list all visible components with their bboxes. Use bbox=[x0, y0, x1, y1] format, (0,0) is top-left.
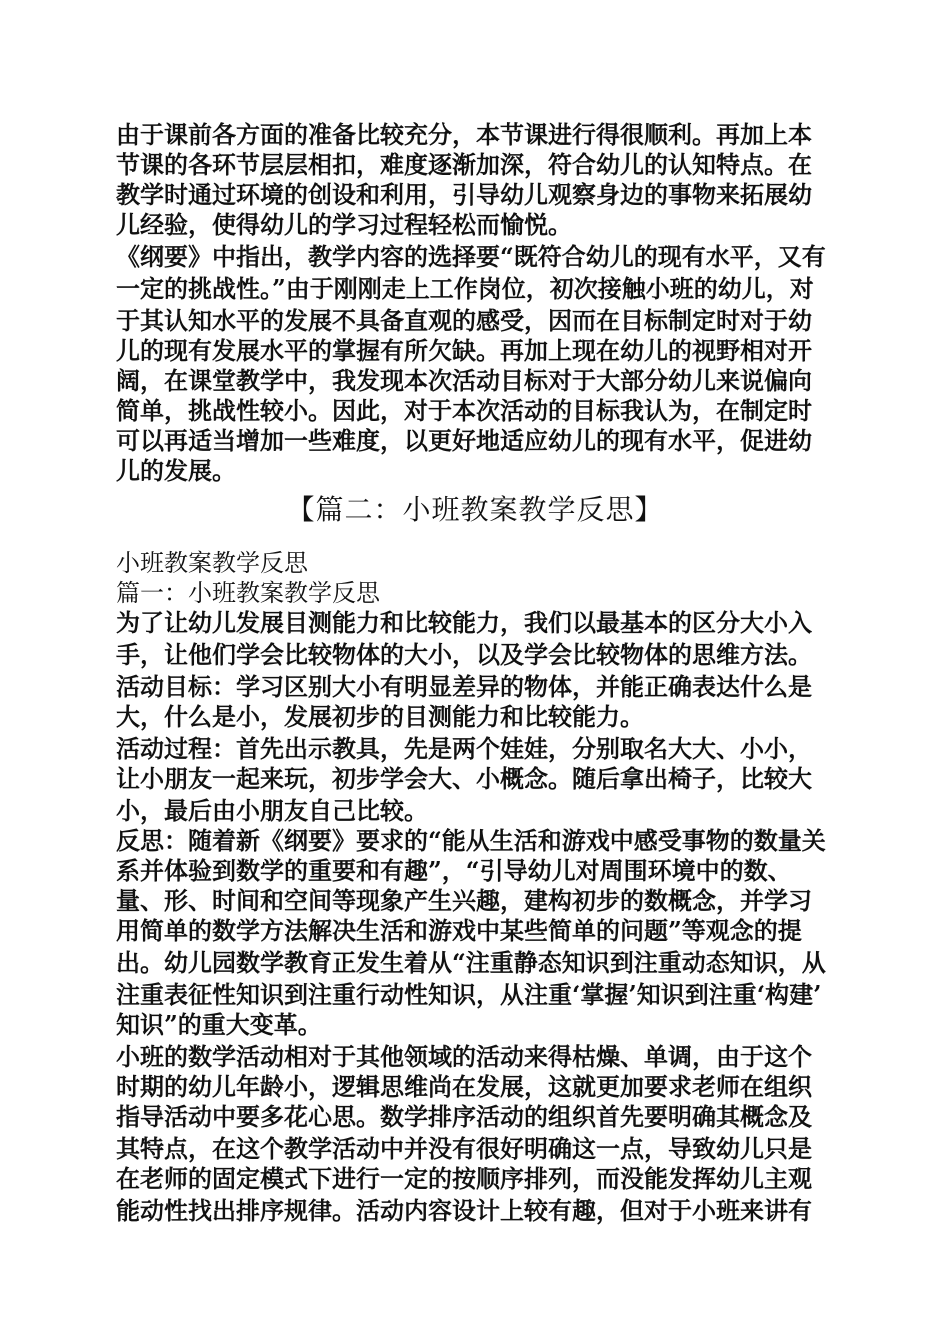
paragraph-line: 用简单的数学方法解决生活和游戏中某些简单的问题”等观念的提 bbox=[116, 916, 802, 945]
paragraph-line: 为了让幼儿发展目测能力和比较能力，我们以最基本的区分大小入 bbox=[116, 608, 812, 637]
paragraph-line: 活动过程：首先出示教具，先是两个娃娃，分别取名大大、小小， bbox=[116, 734, 812, 763]
paragraph-line: 由于课前各方面的准备比较充分，本节课进行得很顺利。再加上本 bbox=[116, 120, 812, 149]
paragraph-line: 小班的数学活动相对于其他领域的活动来得枯燥、单调，由于这个 bbox=[116, 1042, 812, 1071]
paragraph-line: 注重表征性知识到注重行动性知识，从注重‘掌握’知识到注重‘构建’ bbox=[116, 980, 822, 1009]
paragraph-line: 系并体验到数学的重要和有趣”，“引导幼儿对周围环境中的数、 bbox=[116, 856, 792, 885]
paragraph-line: 阔，在课堂教学中，我发现本次活动目标对于大部分幼儿来说偏向 bbox=[116, 366, 812, 395]
paragraph-line: 能动性找出排序规律。活动内容设计上较有趣，但对于小班来讲有 bbox=[116, 1196, 812, 1225]
paragraph-line: 其特点，在这个教学活动中并没有很好明确这一点，导致幼儿只是 bbox=[116, 1134, 812, 1163]
paragraph-line: 儿经验，使得幼儿的学习过程轻松而愉悦。 bbox=[116, 210, 572, 239]
paragraph-line: 在老师的固定模式下进行一定的按顺序排列，而没能发挥幼儿主观 bbox=[116, 1164, 812, 1193]
paragraph-line: 教学时通过环境的创设和利用，引导幼儿观察身边的事物来拓展幼 bbox=[116, 180, 812, 209]
paragraph-line: 活动目标：学习区别大小有明显差异的物体，并能正确表达什么是 bbox=[116, 672, 812, 701]
paragraph-line: 儿的现有发展水平的掌握有所欠缺。再加上现在幼儿的视野相对开 bbox=[116, 336, 812, 365]
paragraph-line: 小，最后由小朋友自己比较。 bbox=[116, 796, 428, 825]
paragraph-line: 节课的各环节层层相扣，难度逐渐加深，符合幼儿的认知特点。在 bbox=[116, 150, 812, 179]
paragraph-line: 手，让他们学会比较物体的大小，以及学会比较物体的思维方法。 bbox=[116, 640, 812, 669]
subtitle: 小班教案教学反思 bbox=[116, 549, 308, 577]
paragraph-line: 可以再适当增加一些难度，以更好地适应幼儿的现有水平，促进幼 bbox=[116, 426, 812, 455]
paragraph-line: 指导活动中要多花心思。数学排序活动的组织首先要明确其概念及 bbox=[116, 1102, 812, 1131]
paragraph-line: 简单，挑战性较小。因此，对于本次活动的目标我认为，在制定时 bbox=[116, 396, 812, 425]
paragraph-line: 大，什么是小，发展初步的目测能力和比较能力。 bbox=[116, 702, 644, 731]
paragraph-line: 让小朋友一起来玩，初步学会大、小概念。随后拿出椅子，比较大 bbox=[116, 764, 812, 793]
paragraph-line: 一定的挑战性。”由于刚刚走上工作岗位，初次接触小班的幼儿，对 bbox=[116, 274, 814, 303]
paragraph-line: 出。幼儿园数学教育正发生着从“注重静态知识到注重动态知识，从 bbox=[116, 948, 826, 977]
paragraph-line: 《纲要》中指出，教学内容的选择要“既符合幼儿的现有水平，又有 bbox=[116, 242, 826, 271]
paragraph-line: 于其认知水平的发展不具备直观的感受，因而在目标制定时对于幼 bbox=[116, 306, 812, 335]
paragraph-line: 量、形、时间和空间等现象产生兴趣，建构初步的数概念，并学习 bbox=[116, 886, 812, 915]
paragraph-line: 时期的幼儿年龄小，逻辑思维尚在发展，这就更加要求老师在组织 bbox=[116, 1072, 812, 1101]
paragraph-line: 反思：随着新《纲要》要求的“能从生活和游戏中感受事物的数量关 bbox=[116, 826, 826, 855]
subtitle: 篇一：小班教案教学反思 bbox=[116, 579, 380, 607]
section-heading: 【篇二：小班教案教学反思】 bbox=[286, 493, 664, 526]
paragraph-line: 知识”的重大变革。 bbox=[116, 1010, 322, 1039]
paragraph-line: 儿的发展。 bbox=[116, 456, 236, 485]
